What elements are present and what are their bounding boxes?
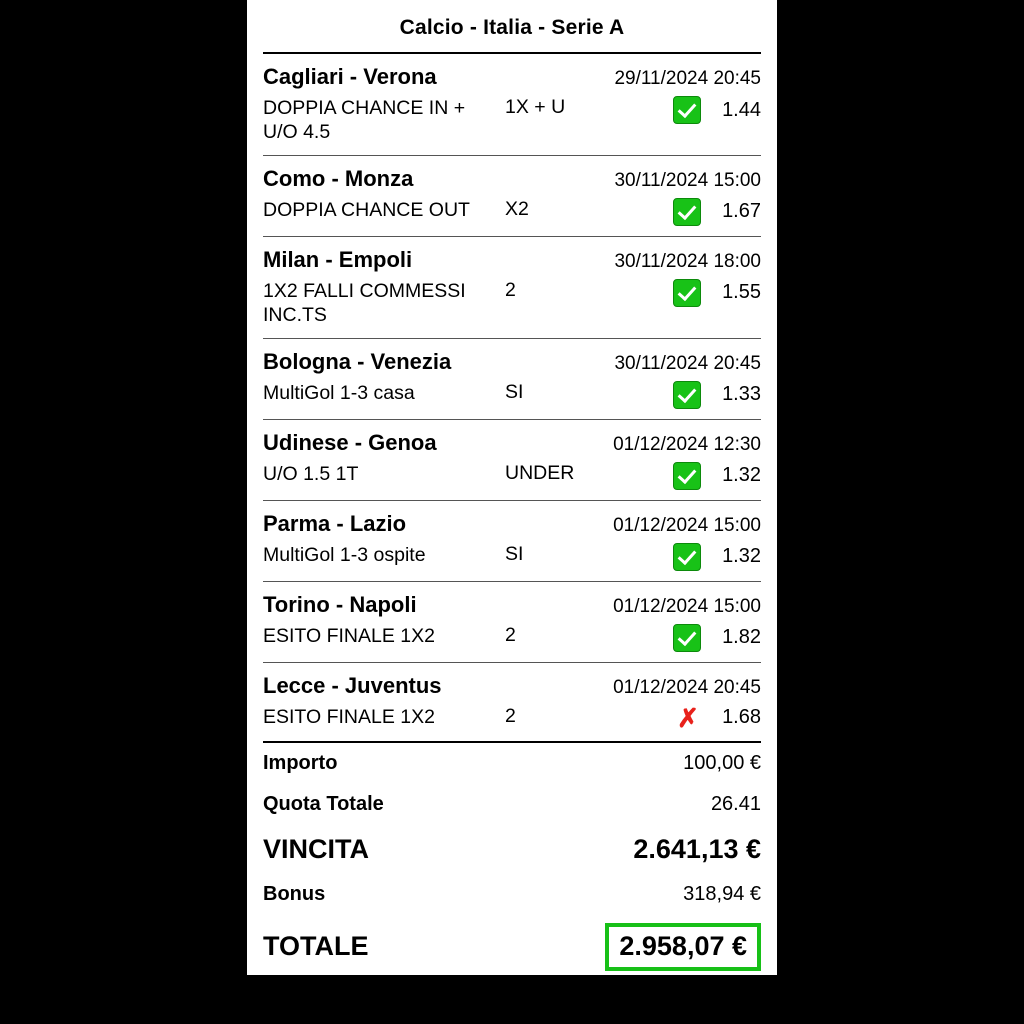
vincita-value: 2.641,13 € [633, 833, 761, 864]
event-market: ESITO FINALE 1X2 [263, 705, 435, 728]
list-item [263, 54, 761, 155]
check-win-icon [673, 462, 701, 490]
event-odd: 1.32 [722, 464, 761, 486]
event-result [653, 381, 761, 409]
event-result [653, 198, 761, 226]
event-result [653, 624, 761, 652]
event-datetime: 01/12/2024 15:00 [613, 514, 761, 536]
event-datetime: 30/11/2024 20:45 [614, 352, 761, 374]
event-datetime: 01/12/2024 20:45 [613, 676, 761, 698]
event-pick: UNDER [505, 461, 575, 484]
event-datetime: 01/12/2024 15:00 [613, 595, 761, 617]
event-market: MultiGol 1-3 ospite [263, 543, 426, 566]
event-result [653, 96, 761, 124]
summary-row-importo [263, 743, 761, 784]
event-market: U/O 1.5 1T [263, 462, 359, 485]
event-pick: X2 [505, 197, 529, 220]
bonus-value: 318,94 € [683, 882, 761, 905]
totale-value: 2.958,07 € [605, 923, 761, 971]
event-teams: Cagliari - Verona [263, 64, 437, 89]
page-title: Calcio - Italia - Serie A [399, 16, 625, 39]
list-item [263, 663, 761, 741]
importo-value: 100,00 € [683, 751, 761, 774]
event-datetime: 30/11/2024 18:00 [614, 250, 761, 272]
event-odd: 1.67 [722, 200, 761, 223]
event-teams: Udinese - Genoa [263, 429, 437, 455]
quota-totale-label: Quota Totale [263, 792, 384, 815]
list-item [263, 501, 761, 581]
event-result [653, 543, 761, 571]
event-teams: Lecce - Juventus [263, 672, 442, 698]
event-teams: Milan - Empoli [263, 246, 413, 272]
importo-label: Importo [263, 751, 338, 774]
event-result [653, 702, 761, 733]
vincita-label: VINCITA [263, 833, 369, 864]
check-win-icon [673, 96, 701, 124]
event-datetime: 01/12/2024 12:30 [613, 433, 761, 455]
list-item [263, 582, 761, 662]
bet-slip [244, 0, 780, 975]
event-odd: 1.44 [722, 98, 761, 121]
cross-lose-icon: ✗ [677, 702, 699, 733]
list-item [263, 339, 761, 419]
event-teams: Torino - Napoli [263, 591, 417, 617]
totale-label: TOTALE [263, 931, 369, 961]
check-win-icon [673, 624, 701, 652]
event-result [653, 462, 761, 490]
event-odd: 1.33 [722, 383, 761, 405]
event-teams: Parma - Lazio [263, 510, 407, 536]
check-win-icon [673, 381, 701, 409]
event-market: ESITO FINALE 1X2 [263, 624, 435, 647]
list-item [263, 237, 761, 338]
event-datetime: 29/11/2024 20:45 [614, 68, 761, 89]
event-odd: 1.32 [722, 545, 761, 567]
event-teams: Como - Monza [263, 165, 414, 191]
event-market: DOPPIA CHANCE OUT [263, 198, 470, 221]
event-datetime: 30/11/2024 15:00 [614, 169, 761, 191]
quota-totale-value: 26.41 [710, 792, 761, 815]
event-odd: 1.68 [722, 706, 761, 728]
list-item [263, 156, 761, 236]
event-pick: SI [505, 542, 524, 565]
event-pick: SI [505, 380, 524, 403]
event-market: MultiGol 1-3 casa [263, 381, 415, 404]
event-odd: 1.55 [722, 281, 761, 304]
summary-row-bonus [263, 874, 761, 915]
summary-row-vincita [263, 825, 761, 874]
event-result [653, 279, 761, 307]
check-win-icon [673, 198, 701, 226]
summary-row-totale [263, 915, 761, 976]
check-win-icon [673, 279, 701, 307]
event-pick: 2 [505, 704, 516, 727]
event-pick: 1X + U [505, 96, 566, 118]
event-market: DOPPIA CHANCE IN + U/O 4.5 [263, 97, 466, 144]
summary-row-quota [263, 784, 761, 825]
event-market: 1X2 FALLI COMMESSI INC.TS [263, 279, 466, 327]
event-teams: Bologna - Venezia [263, 348, 452, 374]
event-pick: 2 [505, 623, 516, 646]
check-win-icon [673, 543, 701, 571]
bonus-label: Bonus [263, 882, 326, 905]
list-item [263, 420, 761, 500]
event-pick: 2 [505, 278, 516, 301]
event-odd: 1.82 [722, 626, 761, 648]
